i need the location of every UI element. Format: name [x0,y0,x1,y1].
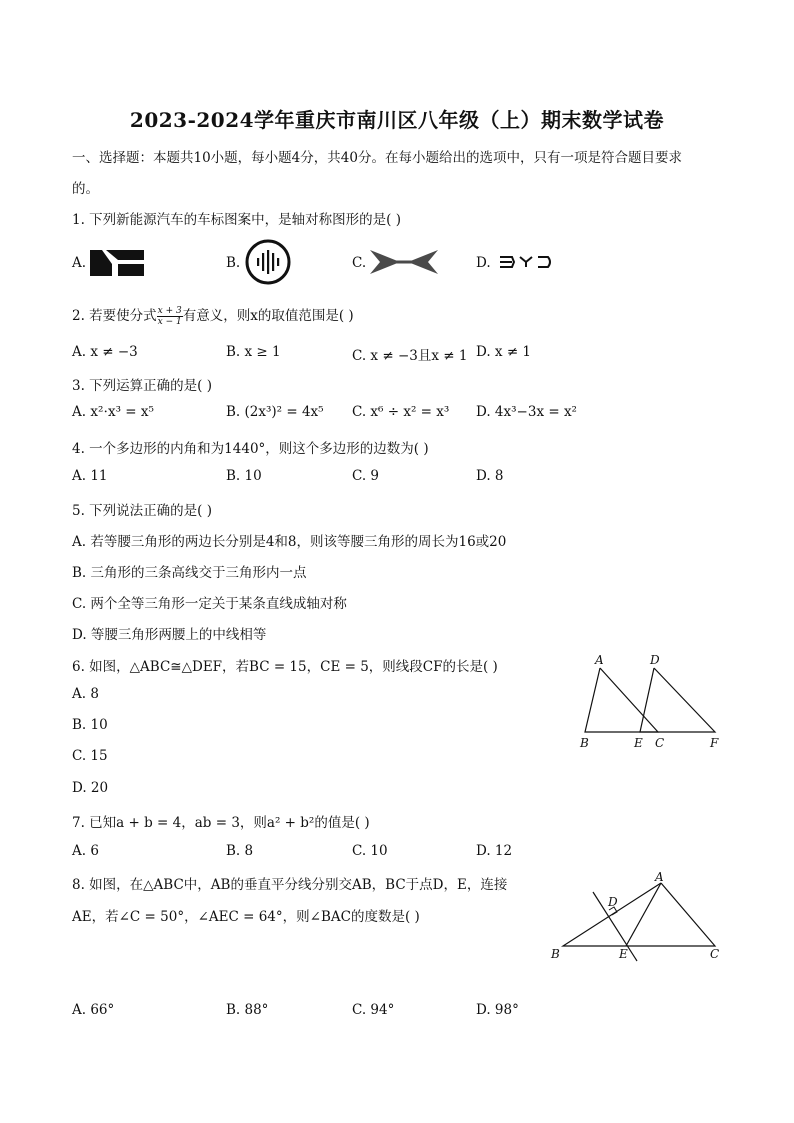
li-auto-logo [88,246,146,280]
q8-stem-line1: 8. 如图，在△ABC中，AB的垂直平分线分别交AB，BC于点D，E，连接 [72,877,508,893]
q1-option-c-label: C. [352,255,367,271]
q8-segment-ae [626,883,661,946]
q7-option-c: C. 10 [352,843,388,859]
q1-option-b-label: B. [226,255,241,271]
q8-label-e: E [619,947,628,961]
q8-option-c: C. 94° [352,1002,395,1018]
q1-option-a-label: A. [72,255,87,271]
q6-option-b: B. 10 [72,717,108,733]
q2-stem-pre: 2. 若要使分式 [72,308,157,324]
q8-stem-line2: AE，若∠C = 50°，∠AEC = 64°，则∠BAC的度数是( ) [72,909,420,925]
q6-label-b: B [580,736,589,750]
q8-triangle-abc [563,883,715,946]
q5-stem: 5. 下列说法正确的是( ) [72,503,212,519]
q6-label-d: D [650,653,660,667]
q2-stem-post: 有意义，则x的取值范围是( ) [182,308,354,324]
q6-label-a: A [595,653,604,667]
q4-stem: 4. 一个多边形的内角和为1440°，则这个多边形的边数为( ) [72,441,429,457]
q6-label-c: C [655,736,665,750]
q4-option-d: D. 8 [476,468,504,484]
q6-triangle-def [640,668,715,732]
q3-option-a: A. x²⋅x³ = x⁵ [72,404,154,420]
q2-option-b: B. x ≥ 1 [226,344,281,360]
q3-stem: 3. 下列运算正确的是( ) [72,378,212,394]
q1-stem: 1. 下列新能源汽车的车标图案中，是轴对称图形的是( ) [72,212,401,228]
q5-option-d: D. 等腰三角形两腰上的中线相等 [72,627,267,643]
q5-option-a: A. 若等腰三角形的两边长分别是4和8，则该等腰三角形的周长为16或20 [72,534,507,550]
q6-option-d: D. 20 [72,780,109,796]
q2-fraction [157,306,183,327]
q6-option-a: A. 8 [72,686,99,702]
q4-option-c: C. 9 [352,468,380,484]
q6-label-f: F [710,736,719,750]
q8-option-d: D. 98° [476,1002,519,1018]
q2-option-c: C. x ≠ −3且x ≠ 1 [352,348,468,364]
q7-stem: 7. 已知a + b = 4，ab = 3，则a² + b²的值是( ) [72,815,370,831]
page-title: 2023-2024学年重庆市南川区八年级（上）期末数学试卷 [129,108,665,132]
xpeng-logo [370,248,438,276]
q8-label-d: D [608,895,618,909]
q3-option-b: B. (2x³)² = 4x⁵ [226,404,324,420]
q1-option-d-label: D. [476,255,491,271]
q6-triangle-figure [570,648,730,754]
q8-label-c: C [710,947,720,961]
q2-stem [72,304,354,327]
q8-label-a: A [655,870,664,884]
q2-option-d: D. x ≠ 1 [476,344,532,360]
section-instructions-line1: 一、选择题：本题共10小题，每小题4分，共40分。在每小题给出的选项中，只有一项是符合题目要求 [72,150,682,166]
q7-option-b: B. 8 [226,843,254,859]
q3-option-d: D. 4x³−3x = x² [476,404,577,420]
q6-option-c: C. 15 [72,748,108,764]
q6-label-e: E [634,736,643,750]
q8-option-a: A. 66° [72,1002,115,1018]
q2-fraction-numerator: x + 3 [157,306,182,316]
q4-option-b: B. 10 [226,468,262,484]
q4-option-a: A. 11 [72,468,108,484]
q3-option-c: C. x⁶ ÷ x² = x³ [352,404,450,420]
byd-logo [498,255,554,269]
q5-option-c: C. 两个全等三角形一定关于某条直线成轴对称 [72,596,347,612]
q2-option-a: A. x ≠ −3 [72,344,138,360]
section-instructions-line2: 的。 [72,181,99,197]
q7-option-a: A. 6 [72,843,99,859]
nio-style-logo [244,238,292,286]
q8-label-b: B [551,947,560,961]
q8-option-b: B. 88° [226,1002,269,1018]
q5-option-b: B. 三角形的三条高线交于三角形内一点 [72,565,307,581]
q8-triangle-figure [545,866,730,964]
q7-option-d: D. 12 [476,843,513,859]
q2-fraction-denominator: x − 1 [157,317,182,327]
q6-stem: 6. 如图，△ABC≅△DEF，若BC = 15，CE = 5，则线段CF的长是( ) [72,659,498,675]
